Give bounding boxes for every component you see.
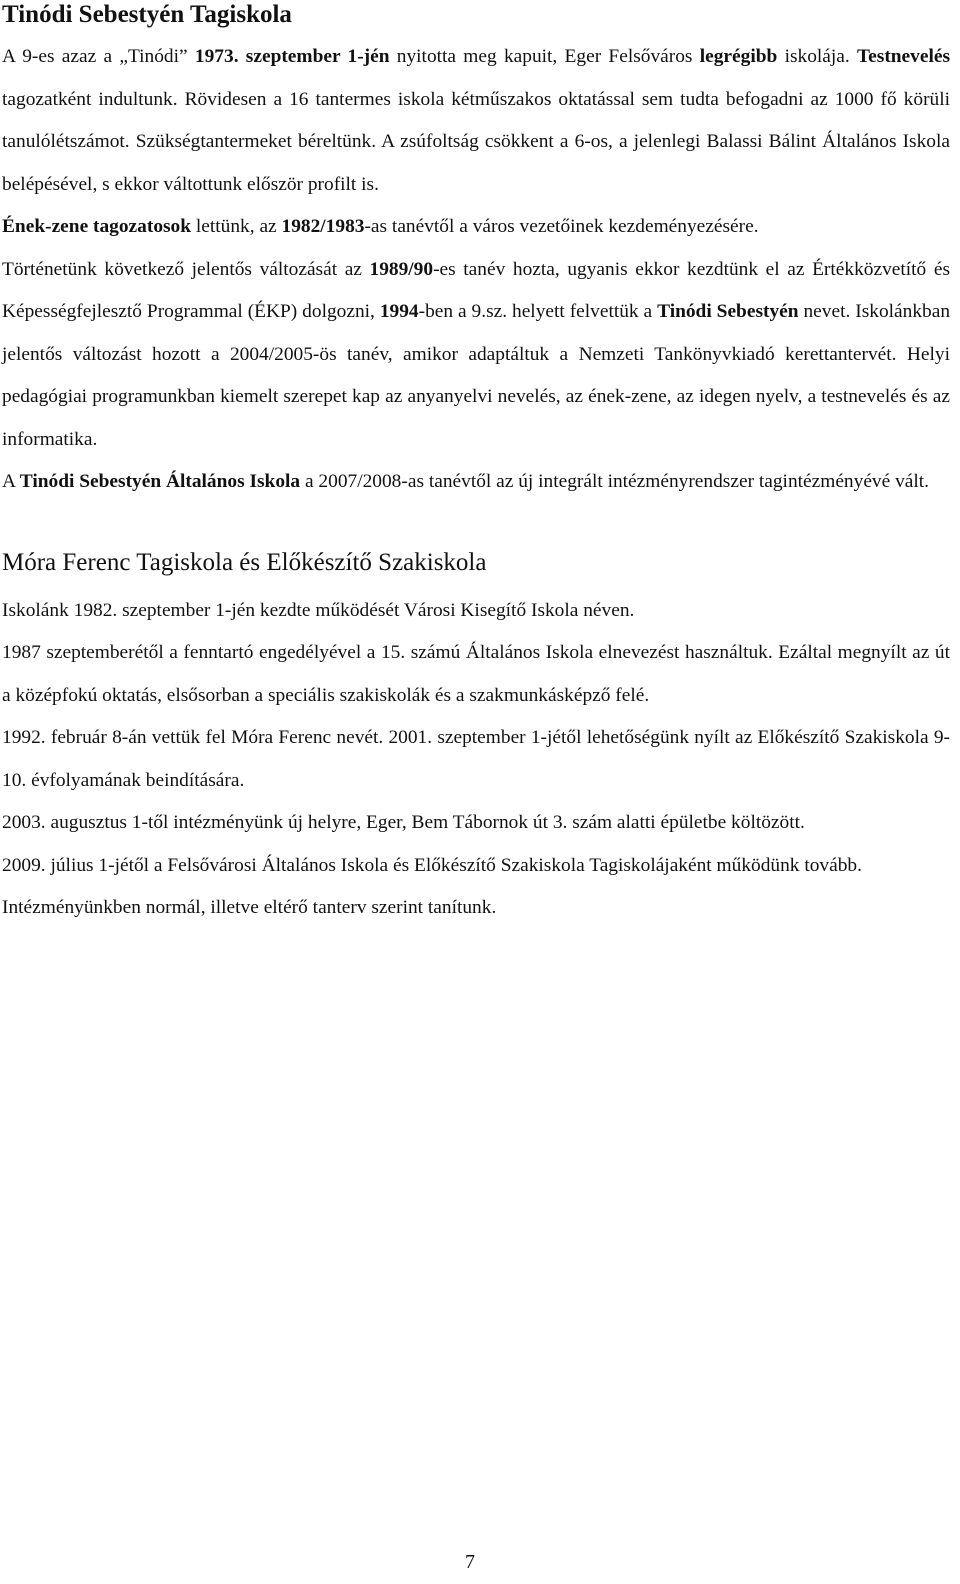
text-span: A 9-es azaz a „Tinódi”: [2, 46, 195, 67]
paragraph-music-profile: [2, 206, 950, 249]
bold-school-name: Tinódi Sebestyén Általános Iskola: [19, 471, 301, 492]
bold-year-1982: 1982/1983: [281, 216, 365, 237]
page-number: 7: [465, 1551, 475, 1573]
text-span: lettünk, az: [191, 216, 282, 237]
section-tinodi: [2, 0, 950, 504]
text-span: -ben a 9.sz. helyett felvettük a: [418, 301, 658, 322]
paragraph-changes: [2, 249, 950, 462]
bold-year-1994: 1994: [379, 301, 419, 322]
bold-year-1989: 1989/90: [369, 258, 434, 280]
text-span: A: [2, 471, 20, 492]
section-mora: [2, 548, 950, 930]
text-span: nyitotta meg kapuit, Eger Felsőváros: [389, 46, 700, 67]
paragraph-mora: Intézményünkben normál, illetve eltérő tanterv szerint tanítunk.: [2, 897, 497, 918]
bold-pe: Testnevelés: [857, 46, 951, 67]
text-span: -as tanévtől a város vezetőinek kezdeményezésére.: [364, 216, 759, 237]
paragraph-mora: 1987 szeptemberétől a fenntartó engedélyével a 15. számú Általános Iskola elnevezést használtuk. Ezáltal megnyílt az út a középfokú oktatás, elsősorban a speciális szakiskolák és a szakmunkásképző felé.: [2, 642, 950, 706]
bold-name-tinodi: Tinódi Sebestyén: [657, 301, 799, 322]
text-span: -es tanév hozta, ugyanis ekkor kezdtünk el az Értékközvetítő és Képességfejlesztő Programmal (ÉKP) dolgozni,: [2, 258, 950, 322]
text-span: iskolája.: [777, 46, 858, 67]
paragraph-integration: [2, 461, 950, 504]
text-span: Történetünk következő jelentős változását az: [2, 258, 370, 280]
bold-music-classes: Ének-zene tagozatosok: [2, 216, 192, 237]
paragraph-history-intro: [2, 36, 950, 206]
paragraph-mora: Iskolánk 1982. szeptember 1-jén kezdte működését Városi Kisegítő Iskola néven.: [2, 599, 635, 621]
section-title-mora: Móra Ferenc Tagiskola és Előkészítő Szakiskola: [2, 548, 487, 576]
section-title-tinodi: Tinódi Sebestyén Tagiskola: [2, 1, 292, 28]
bold-oldest: legrégibb: [699, 46, 778, 67]
bold-date-1973: 1973. szeptember 1-jén: [194, 46, 390, 67]
paragraph-mora: 1992. február 8-án vettük fel Móra Ferenc nevét. 2001. szeptember 1-jétől lehetőségünk nyílt az Előkészítő Szakiskola 9-10. évfolyamának beindítására.: [2, 727, 950, 791]
paragraph-mora: 2003. augusztus 1-től intézményünk új helyre, Eger, Bem Tábornok út 3. szám alatti épületbe költözött.: [2, 812, 805, 833]
text-span: nevet. Iskolánkban jelentős változást hozott a 2004/2005-ös tanév, amikor adaptáltuk a Nemzeti Tankönyvkiadó kerettantervét. Helyi pedagógiai programunkban kiemelt szerepet kap az anyanyelvi nevelés, az ének-zene, az idegen nyelv, a testnevelés és az informatika.: [2, 301, 951, 450]
text-span: tagozatként indultunk. Rövidesen a 16 tantermes iskola kétműszakos oktatással sem tudta befogadni az 1000 fő körüli tanulólétszámot. Szükségtantermeket béreltünk. A zsúfoltság csökkent a 6-os, a jelenlegi Balassi Bálint Általános Iskola belépésével, s ekkor váltottunk először profilt is.: [2, 88, 950, 195]
paragraph-mora: 2009. július 1-jétől a Felsővárosi Általános Iskola és Előkészítő Szakiskola Tagiskolájaként működünk tovább.: [2, 854, 862, 876]
text-span: a 2007/2008-as tanévtől az új integrált intézményrendszer tagintézményévé vált.: [300, 471, 930, 492]
